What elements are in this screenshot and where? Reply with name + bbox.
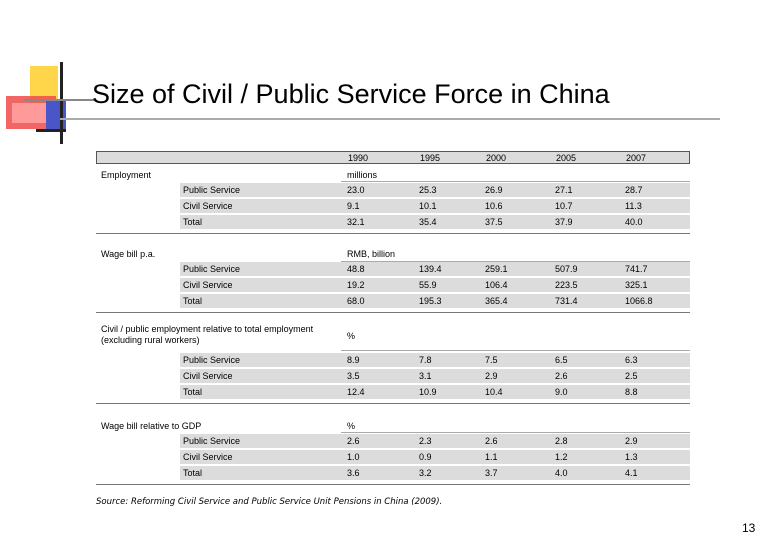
table-cell: 9.1 [347,201,360,211]
table-cell: 35.4 [419,217,437,227]
table-cell: 195.3 [419,296,442,306]
row-label: Public Service [183,436,241,446]
row-label: Civil Service [183,201,233,211]
table-cell: 9.0 [555,387,568,397]
table-cell: 4.0 [555,468,568,478]
row-label: Public Service [183,264,241,274]
table-cell: 731.4 [555,296,578,306]
table-cell: 1.0 [347,452,360,462]
table-cell: 2.9 [485,371,498,381]
table-cell: 11.3 [625,201,642,211]
table-row [180,434,690,448]
section-category-label: Employment [101,170,152,180]
year-header: 2007 [626,153,647,163]
table-cell: 2.8 [555,436,568,446]
title-underline [60,118,720,120]
table-cell: 8.9 [347,355,360,365]
row-label: Civil Service [183,280,233,290]
table-cell: 27.1 [555,185,573,195]
unit-divider [341,432,690,433]
row-label: Public Service [183,355,241,365]
table-row [180,466,690,480]
unit-divider [341,181,690,182]
page-number: 13 [742,521,756,535]
row-label: Total [183,468,203,478]
row-label: Total [183,217,203,227]
table-cell: 2.6 [555,371,568,381]
table-row [180,450,690,464]
table-cell: 1.3 [625,452,638,462]
table-cell: 7.5 [485,355,498,365]
logo-blue-square [46,100,66,130]
table-cell: 8.8 [625,387,638,397]
year-header: 1995 [420,153,441,163]
table-cell: 6.5 [555,355,568,365]
row-label: Public Service [183,185,241,195]
table-cell: 3.2 [419,468,432,478]
table-cell: 37.9 [555,217,573,227]
table-cell: 3.7 [485,468,498,478]
table-cell: 2.6 [485,436,498,446]
table-cell: 2.3 [419,436,432,446]
table-cell: 28.7 [625,185,643,195]
row-label: Civil Service [183,371,233,381]
row-label: Total [183,296,203,306]
table-cell: 1.2 [555,452,568,462]
table-cell: 23.0 [347,185,365,195]
section-unit-label: % [347,331,356,341]
table-cell: 10.7 [555,201,573,211]
section-divider [96,403,690,404]
table-cell: 37.5 [485,217,503,227]
table-cell: 223.5 [555,280,578,290]
section-category-label: Wage bill p.a. [101,249,156,259]
table-cell: 3.6 [347,468,360,478]
year-header-row [96,151,690,164]
table-cell: 2.5 [625,371,638,381]
table-cell: 507.9 [555,264,578,274]
table-cell: 6.3 [625,355,638,365]
table-cell: 1066.8 [625,296,653,306]
logo-horizontal-line-2 [36,129,66,132]
unit-divider [341,261,690,262]
year-header: 2005 [556,153,577,163]
slide-title: Size of Civil / Public Service Force in China [92,79,610,109]
table-cell: 68.0 [347,296,365,306]
table-cell: 48.8 [347,264,365,274]
logo-pink-square [12,103,50,123]
table-cell: 3.1 [419,371,432,381]
table-cell: 25.3 [419,185,437,195]
section-unit-label: % [347,421,356,431]
row-label: Civil Service [183,452,233,462]
table-cell: 10.4 [485,387,503,397]
section-category-label: Wage bill relative to GDP [101,421,202,431]
table-cell: 40.0 [625,217,643,227]
section-divider [96,233,690,234]
table-cell: 3.5 [347,371,360,381]
table-cell: 741.7 [625,264,648,274]
table-cell: 10.6 [485,201,503,211]
table-cell: 4.1 [625,468,638,478]
table-cell: 2.6 [347,436,360,446]
row-label: Total [183,387,203,397]
table-cell: 19.2 [347,280,365,290]
table-cell: 259.1 [485,264,508,274]
table-cell: 10.9 [419,387,437,397]
table-row [180,353,690,367]
logo-horizontal-line [24,99,96,101]
table-cell: 325.1 [625,280,648,290]
table-cell: 10.1 [419,201,437,211]
unit-divider [341,350,690,351]
table-cell: 26.9 [485,185,503,195]
table-cell: 32.1 [347,217,365,227]
section-category-label: Civil / public employment relative to total employment (excluding rural workers) [101,324,314,345]
section-unit-label: RMB, billion [347,249,396,259]
source-note: Source: Reforming Civil Service and Public Service Unit Pensions in China (2009). [96,497,443,507]
table-cell: 7.8 [419,355,432,365]
table-cell: 1.1 [485,452,498,462]
section-unit-label: millions [347,170,378,180]
table-cell: 365.4 [485,296,508,306]
year-header: 2000 [486,153,507,163]
table-cell: 55.9 [419,280,437,290]
year-header: 1990 [348,153,369,163]
table-cell: 0.9 [419,452,432,462]
section-divider [96,312,690,313]
table-cell: 12.4 [347,387,365,397]
table-cell: 2.9 [625,436,638,446]
table-row [180,369,690,383]
table-cell: 106.4 [485,280,508,290]
table-cell: 139.4 [419,264,442,274]
section-divider [96,484,690,485]
